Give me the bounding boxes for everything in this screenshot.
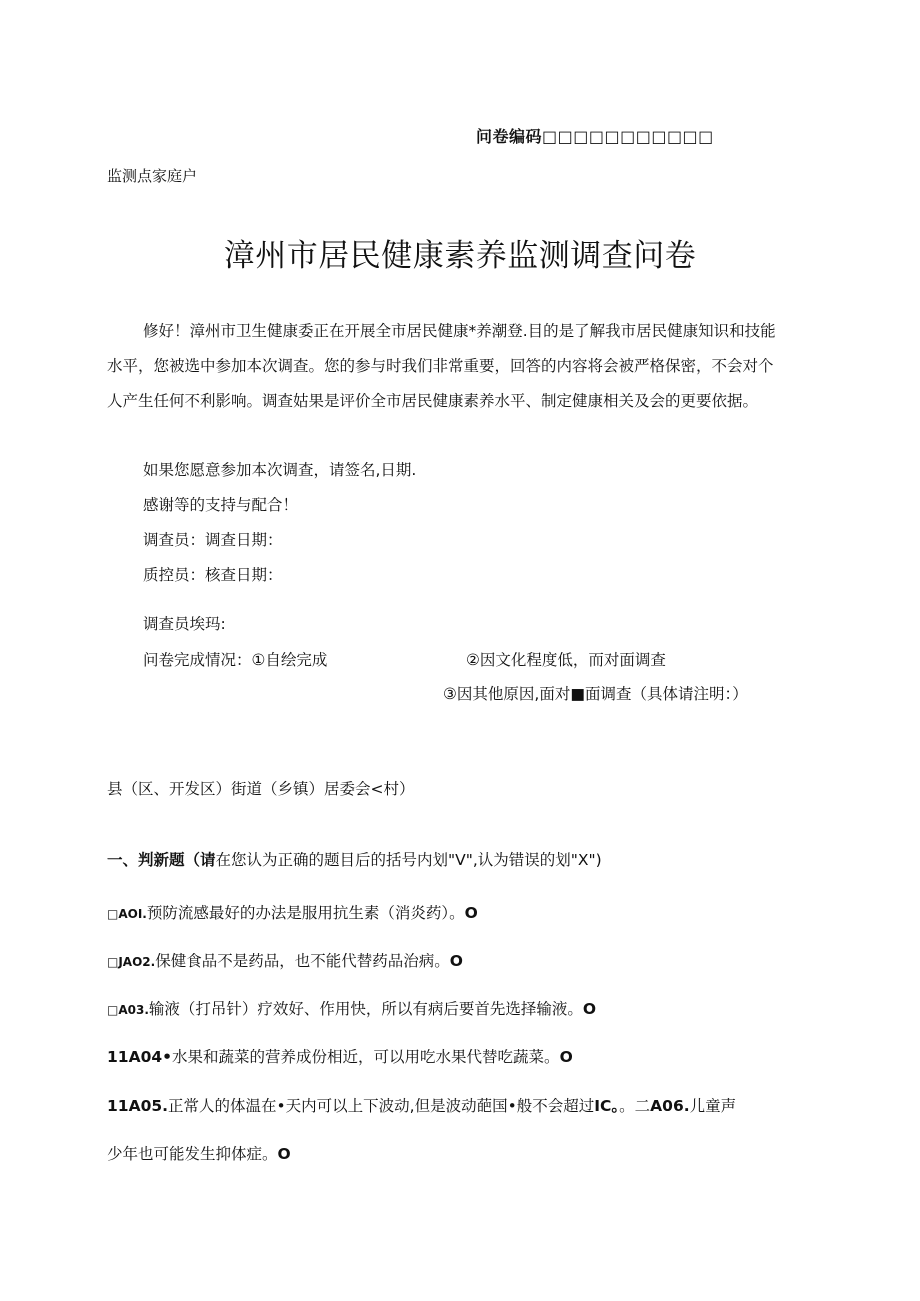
answer-slot: O [277,1145,291,1163]
question-number: 11A04• [107,1048,173,1066]
investigator-code-line: 调查员埃玛: [143,615,226,633]
question-number: □A03. [107,1003,149,1017]
answer-slot: IC。 [594,1097,620,1115]
question-number: 11A05. [107,1097,169,1115]
completion-status-label: 问卷完成情况：①自绘完成 [143,651,328,669]
question-number: □JAO2. [107,955,156,969]
question-a06-continued [107,1142,291,1164]
question-text: 保健食品不是药品，也不能代替药品治病。 [155,952,450,970]
answer-slot: O [449,952,463,970]
question-text: 儿童声 [689,1097,737,1115]
qc-line: 质控员：核查日期： [143,566,283,584]
answer-slot: O [464,904,478,922]
investigator-line: 调查员：调查日期： [143,531,283,549]
completion-option-2: ②因文化程度低，而对面调查 [466,651,666,669]
questionnaire-code: 问卷编码□□□□□□□□□□□ [476,127,714,146]
question-number: A06. [650,1097,690,1115]
address-line: 县（区、开发区）街道（乡镇）居委会<村） [107,780,415,798]
site-type-label: 监测点家庭户 [107,167,198,185]
question-a02 [107,949,463,971]
section-heading [107,848,602,870]
thanks-line: 感谢等的支持与配合！ [143,496,299,514]
question-text: 预防流感最好的办法是服用抗生素（消炎药）。 [146,904,465,922]
question-text: 水果和蔬菜的营养成份相近，可以用吃水果代替吃蔬菜。 [172,1048,560,1066]
question-a04 [107,1045,573,1067]
consent-line: 如果您愿意参加本次调查，请签名,日期. [143,461,417,479]
answer-slot: O [582,1000,597,1018]
question-a01 [107,901,478,923]
question-text: 输液（打吊针）疗效好、作用快，所以有病后要首先选择输液。 [148,1000,583,1018]
question-separator: 。二 [619,1097,651,1115]
question-text: 正常人的体温在•天内可以上下波动,但是波动葩国•般不会超过 [168,1097,595,1115]
question-number: □AOI. [107,907,147,921]
question-text: 少年也可能发生抑体症。 [107,1145,278,1163]
question-a05 [107,1094,736,1116]
intro-paragraph: 修好！漳州市卫生健康委正在开展全市居民健康*养潮登.目的是了解我市居民健康知识和技能水平，您被选中参加本次调查。您的参与时我们非常重要，回答的内容将会被严格保密，不会对个人产生任何不利影响。调查姑果是评价全市居民健康素养水平、制定健康相关及会的更要依据。 [107,322,776,410]
answer-slot: O [559,1048,573,1066]
section-heading-text: 在您认为正确的题目后的括号内划"V",认为错误的划"X") [215,851,602,869]
page-title: 漳州市居民健康素养监测调查问卷 [223,238,697,274]
question-a03 [107,997,596,1019]
completion-option-3: ③因其他原因,面对■面调查（具体请注明：） [443,685,748,703]
section-heading-bold: 一、判新题（请 [107,851,216,869]
